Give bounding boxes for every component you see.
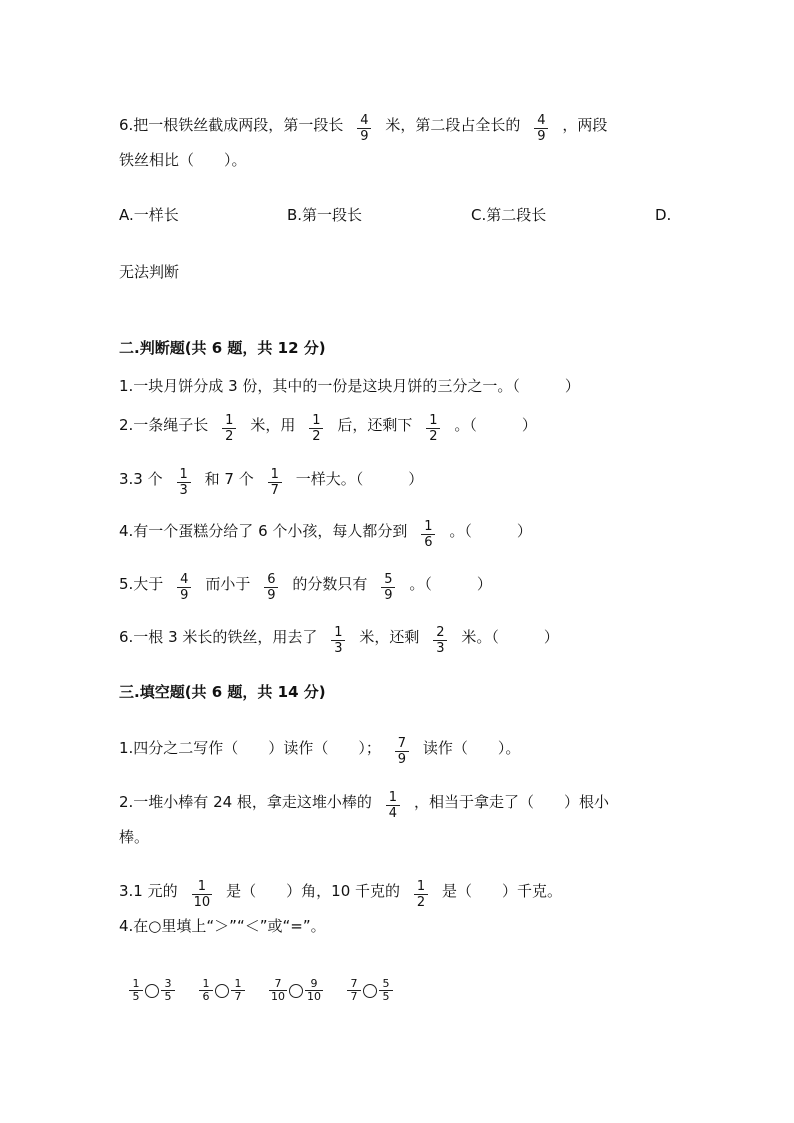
fraction: $\frac{1}{4}$ [386, 790, 400, 821]
comparison-3 [268, 978, 324, 1003]
fill-q3: 3.1 元的 $\frac{1}{10}$ 是（ ）角，10 千克的 $\frac{1}{2}$ 是（ ）千克。 [119, 879, 563, 910]
fill-q2-line2: 棒。 [119, 828, 150, 846]
fill-q4: 4.在○里填上“＞”“＜”或“=”。 [119, 917, 326, 935]
fraction: $\frac{1}{3}$ [331, 625, 345, 656]
option-a: A.一样长 [119, 206, 179, 224]
fraction: $\frac{5}{9}$ [381, 572, 395, 603]
option-c: C.第二段长 [471, 206, 547, 224]
fraction: $\frac{1}{5}$ [129, 978, 143, 1003]
compare-circle[interactable] [215, 984, 229, 998]
option-d: D. [655, 206, 672, 224]
q6-text-2: 米，第二段占全长的 [385, 116, 521, 134]
comparison-2 [198, 978, 246, 1003]
comparison-4 [346, 978, 394, 1003]
fraction: $\frac{1}{2}$ [414, 879, 428, 910]
fraction: $\frac{1}{2}$ [426, 413, 440, 444]
section-3-title: 三.填空题(共 6 题，共 14 分) [119, 683, 326, 701]
q6-line2: 铁丝相比（ ）。 [119, 151, 247, 169]
fraction: $\frac{1}{2}$ [309, 413, 323, 444]
fill-q1: 1.四分之二写作（ ）读作（ ）； $\frac{7}{9}$ 读作（ ）。 [119, 736, 521, 767]
fraction: $\frac{7}{9}$ [395, 736, 409, 767]
q6-text-1: 6.把一根铁丝截成两段，第一段长 [119, 116, 344, 134]
fraction: $\frac{1}{10}$ [193, 879, 211, 910]
fraction: $\frac{7}{10}$ [271, 977, 285, 1003]
fraction: $\frac{3}{5}$ [161, 978, 175, 1003]
fraction: $\frac{1}{3}$ [177, 467, 191, 498]
comparison-1 [128, 978, 176, 1003]
compare-circle[interactable] [289, 984, 303, 998]
compare-circle[interactable] [145, 984, 159, 998]
fraction: $\frac{4}{9}$ [357, 113, 371, 144]
section-2-title: 二.判断题(共 6 题，共 12 分) [119, 339, 326, 357]
compare-circle[interactable] [363, 984, 377, 998]
option-d-text: 无法判断 [119, 263, 180, 281]
fraction: $\frac{4}{9}$ [534, 113, 548, 144]
q6-text-3: ，两段 [562, 116, 608, 134]
fraction: $\frac{1}{7}$ [231, 978, 245, 1003]
fraction: $\frac{1}{6}$ [199, 978, 213, 1003]
fraction: $\frac{1}{7}$ [268, 467, 282, 498]
fill-q2: 2.一堆小棒有 24 根，拿走这堆小棒的 $\frac{1}{4}$ ，相当于拿走了（ ）根小 [119, 790, 609, 821]
fraction: $\frac{1}{2}$ [222, 413, 236, 444]
q6-line1 [119, 110, 608, 144]
judge-q3: 3.3 个 $\frac{1}{3}$ 和 7 个 $\frac{1}{7}$ 一样大。（ ） [119, 467, 424, 498]
fraction: $\frac{7}{7}$ [347, 978, 361, 1003]
fraction: $\frac{1}{6}$ [421, 519, 435, 550]
fraction: $\frac{9}{10}$ [307, 977, 321, 1003]
fraction: $\frac{5}{5}$ [379, 978, 393, 1003]
judge-q2: 2.一条绳子长 $\frac{1}{2}$ 米，用 $\frac{1}{2}$ 后，还剩下 $\frac{1}{2}$ 。（ ） [119, 413, 537, 444]
fraction: $\frac{4}{9}$ [177, 572, 191, 603]
judge-q5: 5.大于 $\frac{4}{9}$ 而小于 $\frac{6}{9}$ 的分数只有 $\frac{5}{9}$ 。（ ） [119, 572, 492, 603]
option-b: B.第一段长 [287, 206, 363, 224]
judge-q1: 1.一块月饼分成 3 份，其中的一份是这块月饼的三分之一。（ ） [119, 377, 580, 395]
fraction: $\frac{2}{3}$ [433, 625, 447, 656]
judge-q6: 6.一根 3 米长的铁丝，用去了 $\frac{1}{3}$ 米，还剩 $\frac{2}{3}$ 米。（ ） [119, 625, 559, 656]
fraction: $\frac{6}{9}$ [264, 572, 278, 603]
judge-q4: 4.有一个蛋糕分给了 6 个小孩，每人都分到 $\frac{1}{6}$ 。（ ） [119, 519, 532, 550]
